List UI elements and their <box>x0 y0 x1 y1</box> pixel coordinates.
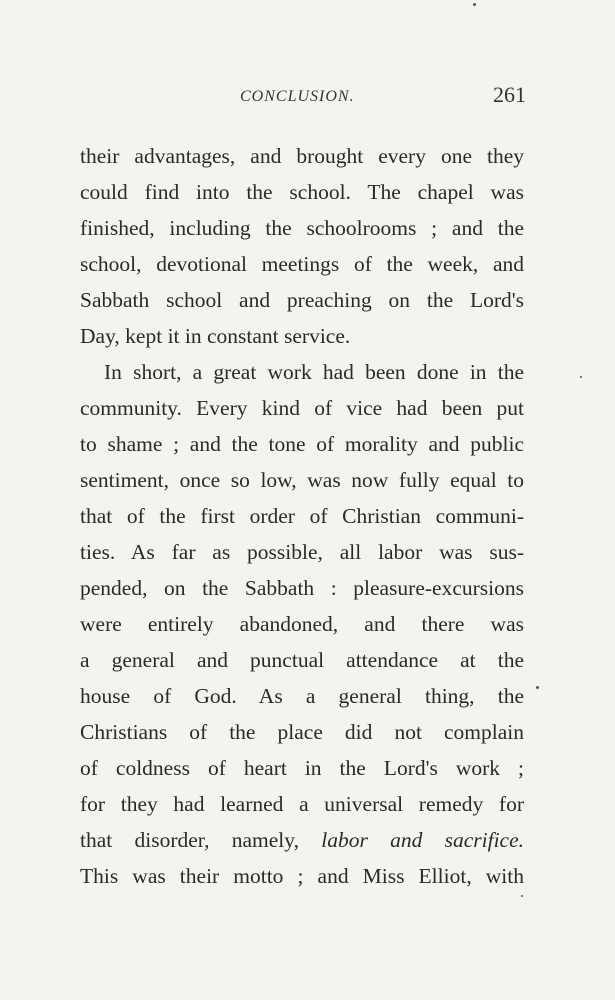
paper-speck <box>473 3 476 6</box>
text-line: This was their motto ; and Miss Elliot, with <box>80 864 524 888</box>
text-line: house of God. As a general thing, the <box>80 684 524 708</box>
emphasis-text: labor and sacrifice. <box>321 828 524 852</box>
text-line: Sabbath school and preaching on the Lord's <box>80 288 524 312</box>
body-text <box>80 138 524 894</box>
text-line: finished, including the schoolrooms ; and the <box>80 216 524 240</box>
text-line: a general and punctual attendance at the <box>80 648 524 672</box>
text-line: Day, kept it in constant service. <box>80 324 351 348</box>
text-line: for they had learned a universal remedy for <box>80 792 524 816</box>
running-head: CONCLUSION. <box>240 88 355 105</box>
text-segment: that disorder, namely, <box>80 828 299 852</box>
text-line: were entirely abandoned, and there was <box>80 612 524 636</box>
text-line: ties. As far as possible, all labor was sus- <box>80 540 524 564</box>
text-line: their advantages, and brought every one they <box>80 144 524 168</box>
paper-speck <box>521 895 523 897</box>
text-line: pended, on the Sabbath : pleasure-excursions <box>80 576 524 600</box>
text-line: of coldness of heart in the Lord's work ; <box>80 756 524 780</box>
paper-speck <box>536 686 539 689</box>
text-line: that of the first order of Christian communi- <box>80 504 524 528</box>
text-line: In short, a great work had been done in the <box>104 360 524 384</box>
text-line: sentiment, once so low, was now fully equal to <box>80 468 524 492</box>
text-line: school, devotional meetings of the week, and <box>80 252 524 276</box>
paper-speck <box>580 376 582 378</box>
text-line: could find into the school. The chapel was <box>80 180 524 204</box>
page-header <box>80 82 530 112</box>
text-line: community. Every kind of vice had been put <box>80 396 524 420</box>
text-line-emphasis <box>80 822 524 858</box>
text-line: to shame ; and the tone of morality and public <box>80 432 524 456</box>
text-line: Christians of the place did not complain <box>80 720 524 744</box>
page-number: 261 <box>493 82 526 107</box>
